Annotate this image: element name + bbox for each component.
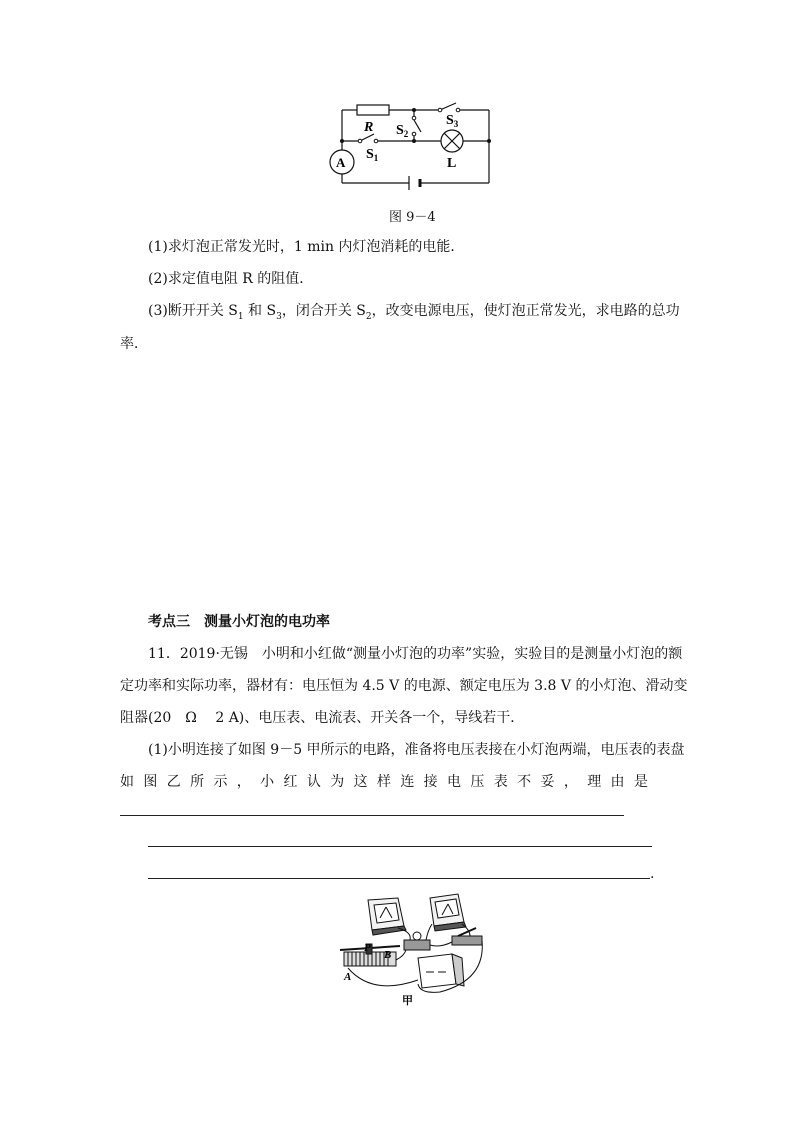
q11-line2: 定功率和实际功率，器材有：电压恒为 4.5 V 的电源、额定电压为 3.8 V 的小灯泡、滑动变 (120, 678, 688, 694)
spread-char: 接 (423, 774, 438, 790)
spread-char: 压 (470, 774, 485, 790)
label-s2: $S_2$ (396, 123, 409, 139)
spread-char: 认 (306, 774, 321, 790)
label-ammeter: A (336, 155, 346, 170)
q10-part1: (1)求灯泡正常发光时，1 min 内灯泡消耗的电能． (148, 239, 465, 255)
label-p: P (364, 942, 371, 954)
spread-char: 理 (587, 774, 602, 790)
answer-end-period: . (650, 866, 655, 882)
spread-char: 示 (213, 774, 228, 790)
spread-char: 妥 (540, 774, 555, 790)
q11-line3: 阻器(20 Ω 2 A)、电压表、电流表、开关各一个，导线若干． (120, 710, 525, 726)
spread-char: 是 (633, 774, 648, 790)
label-b: B (384, 949, 392, 961)
spread-char: 如 (120, 774, 134, 790)
answer-line-3 (148, 878, 650, 879)
q10-part3-line1: (3)断开开关 $S_1$ 和 $S_3$，闭合开关 $S_2$，改变电源电压，使灯泡正常发光，求电路的总功 (148, 303, 680, 322)
spread-char: 所 (190, 774, 205, 790)
spread-char: 小 (260, 774, 275, 790)
spread-char: 图 (143, 774, 158, 790)
spread-char: 连 (400, 774, 415, 790)
circuit-diagram-9-4 (320, 96, 500, 196)
q10-part2: (2)求定值电阻 R 的阻值． (148, 271, 314, 287)
q11-part1-line1: (1)小明连接了如图 9－5 甲所示的电路，准备将电压表接在小灯泡两端，电压表的表盘 (148, 742, 685, 758)
resistor-r (357, 105, 389, 115)
voltmeter-drawing (368, 898, 406, 935)
spread-char: 电 (447, 774, 462, 790)
spread-char: 表 (493, 774, 508, 790)
label-jia: 甲 (402, 995, 413, 1007)
spread-char: 不 (517, 774, 532, 790)
q11-part1-line2 (120, 772, 648, 792)
spread-char: ， (236, 774, 251, 790)
battery-box-drawing (418, 954, 464, 988)
ammeter-drawing (430, 894, 466, 931)
section-title: 考点三 测量小灯泡的电功率 (148, 614, 330, 630)
label-a: A (344, 971, 352, 983)
lamp-holder-drawing (404, 932, 430, 950)
q11-line1: 11．2019·无锡 小明和小红做“测量小灯泡的功率”实验，实验目的是测量小灯泡的额 (148, 646, 683, 662)
answer-line-2 (148, 846, 652, 847)
spread-char: 样 (376, 774, 391, 790)
spread-char: 乙 (166, 774, 181, 790)
label-l: L (447, 156, 457, 171)
spread-char: ， (563, 774, 578, 790)
label-s3: $S_3$ (446, 113, 459, 129)
spread-char: 红 (283, 774, 298, 790)
spread-char: 这 (353, 774, 368, 790)
figure-caption-9-4: 图 9－4 (389, 210, 436, 225)
spread-char: 为 (330, 774, 345, 790)
spread-char: 由 (610, 774, 625, 790)
answer-line-1 (120, 815, 624, 816)
switch-drawing (452, 928, 482, 945)
label-s1: $S_1$ (366, 147, 379, 163)
apparatus-figure-9-5 (330, 890, 490, 1010)
label-r: R (364, 120, 374, 135)
q10-part3-line2: 率． (120, 336, 148, 352)
